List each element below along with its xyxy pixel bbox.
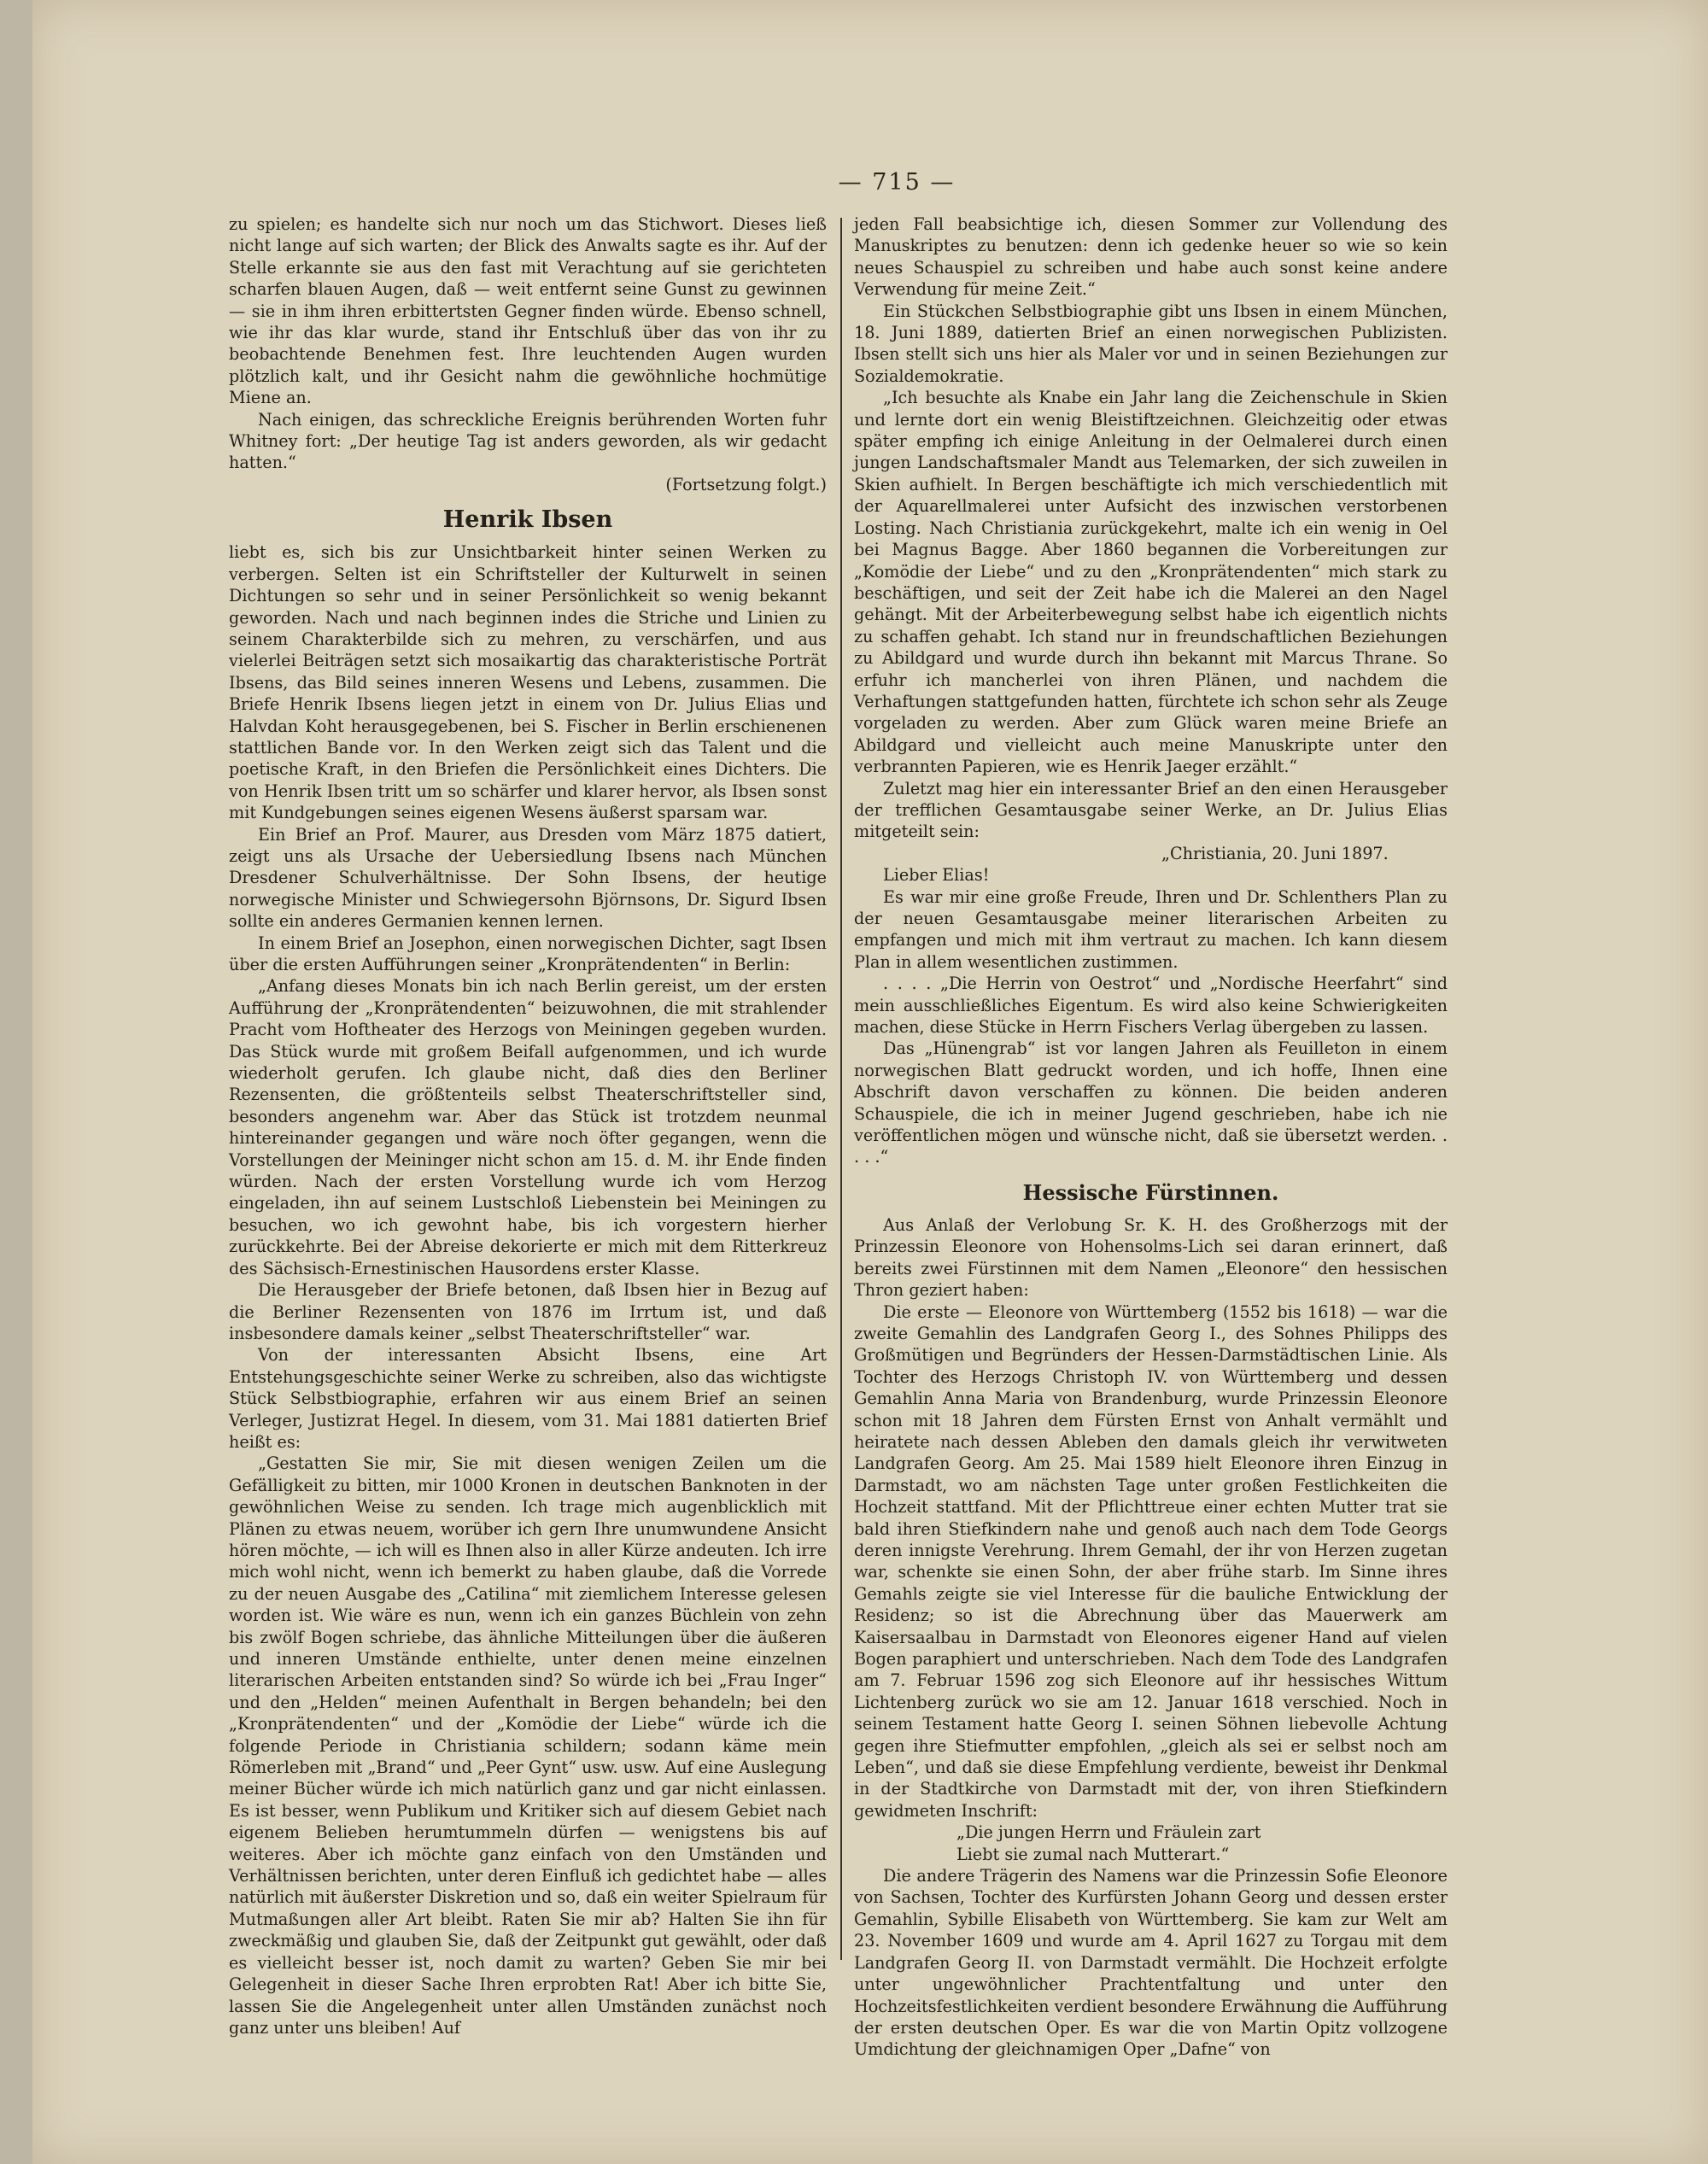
article-paragraph: Die Herausgeber der Briefe betonen, daß Ibsen hier in Bezug auf die Berliner Rezensenten von 1876 im Irrtum ist, und daß insbesondere damals keiner „selbst Theaterschriftsteller“ war.: [229, 1280, 827, 1343]
serial-continuation: zu spielen; es handelte sich nur noch um das Stichwort. Dieses ließ nicht lange auf sich warten; der Blick des Anwalts sagte es ihr. Auf der Stelle erkannte sie aus den fast mit Verachtung auf sie gerichteten scharfen blauen Augen, daß — weit entfernt seine Gunst zu gewinnen — sie in ihm ihren erbittertsten Gegner finden würde. Ebenso schnell, wie ihr das klar wurde, stand ihr Entschluß über das von ihr zu beobachtende Benehmen fest. Ihre leuchtenden Augen wurden plötzlich kalt, und ihr Gesicht nahm die gewöhnliche hochmütige Miene an.: [229, 214, 827, 408]
article-paragraph: Die erste — Eleonore von Württemberg (1552 bis 1618) — war die zweite Gemahlin des Landgrafen Georg I., des Sohnes Philipps des Großmütigen und Begründers der Hessen-Darmstädtischen Linie. Als Tochter des Herzogs Christoph IV. von Württemberg und dessen Gemahlin Anna Maria von Brandenburg, wurde Prinzessin Eleonore schon mit 18 Jahren dem Fürsten Ernst von Anhalt vermählt und heiratete nach dessen Ableben den damals gleich ihr verwitweten Landgrafen Georg. Am 25. Mai 1589 hielt Eleonore ihren Einzug in Darmstadt, wo am nächsten Tage unter großen Festlichkeiten die Hochzeit stattfand. Mit der Pflichttreue einer echten Mutter trat sie bald ihren Stiefkindern nahe und genoß auch nach dem Tode Georgs deren innigste Verehrung. Ihrem Gemahl, der ihr von Herzen zugetan war, schenkte sie einen Sohn, der aber frühe starb. Im Sinne ihres Gemahls zeigte sie viel Interesse für die bauliche Entwicklung der Residenz; so ist die Abrechnung über das Mauerwerk am Kaisersaalbau in Darmstadt von Eleonores eigener Hand auf vielen Bogen paraphiert und unterschrieben. Nach dem Tode des Landgrafen am 7. Februar 1596 zog sich Eleonore auf ihr hessisches Wittum Lichtenberg zurück wo sie am 12. Januar 1618 verschied. Noch in seinem Testament hatte Georg I. seinen Söhnen liebevolle Achtung gegen ihre Stiefmutter empfohlen, „gleich als sei er selbst noch am Leben“, und daß sie diese Empfehlung verdiente, beweist ihr Denkmal in der Stadtkirche von Darmstadt mit der, von ihren Stiefkindern gewidmeten Inschrift:: [854, 1301, 1448, 1821]
letter-salutation: Lieber Elias!: [883, 865, 990, 886]
article-paragraph: „Ich besuchte als Knabe ein Jahr lang die Zeichenschule in Skien und lernte dort ein wenig Bleistiftzeichnen. Gleichzeitig oder etwas später empfing ich einige Anleitung in der Oelmalerei durch einen jungen Landschaftsmaler Mandt aus Telemarken, der sich zuweilen in Skien aufhielt. In Bergen beschäftigte ich mich verschiedentlich mit der Aquarellmalerei unter Aufsicht des inzwischen verstorbenen Losting. Nach Christiania zurückgekehrt, malte ich ein wenig in Oel bei Magnus Bagge. Aber 1860 begannen die Vorbereitungen zur „Komödie der Liebe“ und zu den „Kronprätendenten“ mich stark zu beschäftigen, und seit der Zeit habe ich die Malerei an den Nagel gehängt. Mit der Arbeiterbewegung selbst habe ich eigentlich nichts zu schaffen gehabt. Ich stand nur in freundschaftlichen Beziehungen zu Abildgard und wurde durch ihn bekannt mit Marcus Thrane. So erfuhr ich mancherlei von ihren Plänen, und nachdem die Verhaftungen stattgefunden hatten, fürchtete ich schon sehr als Zeuge vorgeladen zu werden. Aber zum Glück waren meine Briefe an Abildgard und vielleicht auch meine Manuskripte unter den verbrannten Papieren, wie es Henrik Jaeger erzählt.“: [854, 388, 1448, 777]
column-divider: [840, 218, 842, 1960]
article-paragraph: Zuletzt mag hier ein interessanter Brief an den einen Herausgeber der trefflichen Gesamtausgabe seiner Werke, an Dr. Julius Elias mitgeteilt sein:: [854, 778, 1448, 842]
letter-paragraph: Es war mir eine große Freude, Ihren und Dr. Schlenthers Plan zu der neuen Gesamtausgabe meiner literarischen Arbeiten zu empfangen und mich mit ihm vertraut zu machen. Ich kann diesem Plan in allem wesentlichen zustimmen.: [854, 886, 1448, 972]
inscription-line: Liebt sie zumal nach Mutterart.“: [956, 1844, 1230, 1864]
article-title-ibsen: Henrik Ibsen: [442, 506, 613, 534]
page-number: — 715 —: [838, 169, 956, 196]
right-column: [854, 213, 1448, 2061]
letter-paragraph: . . . . „Die Herrin von Oestrot“ und „Nordische Heerfahrt“ sind mein ausschließliches Eigentum. Es wird also keine Schwierigkeiten machen, diese Stücke in Herrn Fischers Verlag übergeben zu lassen.: [854, 974, 1448, 1038]
letter-place-date: „Christiania, 20. Juni 1897.: [1161, 843, 1389, 863]
article-paragraph: „Anfang dieses Monats bin ich nach Berlin gereist, um der ersten Aufführung der „Kronprätendenten“ beizuwohnen, die mit strahlender Pracht vom Hoftheater des Herzogs von Meiningen gegeben wurden. Das Stück wurde mit großem Beifall aufgenommen, und ich wurde wiederholt gerufen. Ich glaube nicht, daß dies den Berliner Rezensenten, die größtenteils selbst Theaterschriftsteller sind, besonders angenehm war. Aber das Stück ist trotzdem neunmal hintereinander gegangen und wäre noch öfter gegangen, wenn die Vorstellungen der Meininger nicht schon am 15. d. M. ihr Ende finden würden. Nach der ersten Vorstellung wurde ich vom Herzog eingeladen, ihn auf seinem Lustschloß Liebenstein bei Meiningen zu besuchen, wo ich gewohnt habe, bis ich vorgestern hierher zurückkehrte. Bei der Abreise dekorierte er mich mit dem Ritterkreuz des Sächsisch-Ernestinischen Hausordens erster Klasse.: [229, 976, 827, 1278]
left-column: [229, 213, 827, 2038]
article-paragraph: Ein Stückchen Selbstbiographie gibt uns Ibsen in einem München, 18. Juni 1889, datierten Brief an einen norwegischen Publizisten. Ibsen stellt sich uns hier als Maler vor und in seinen Beziehungen zur Sozialdemokratie.: [854, 301, 1448, 386]
inscription-line: „Die jungen Herrn und Fräulein zart: [956, 1822, 1261, 1843]
article-paragraph: Von der interessanten Absicht Ibsens, eine Art Entstehungsgeschichte seiner Werke zu schreiben, also das wichtigste Stück Selbstbiographie, erfahren wir aus einem Brief an seinen Verleger, Justizrat Hegel. In diesem, vom 31. Mai 1881 datierten Brief heißt es:: [229, 1345, 827, 1452]
article-paragraph: liebt es, sich bis zur Unsichtbarkeit hinter seinen Werken zu verbergen. Selten ist ein Schriftsteller der Kulturwelt in seinen Dichtungen so sehr und in seiner Persönlichkeit so wenig bekannt geworden. Nach und nach beginnen indes die Striche und Linien zu seinem Charakterbilde sich zu mehren, zu verschärfen, und aus vielerlei Beiträgen setzt sich mosaikartig das charakteristische Porträt Ibsens, das Bild seines inneren Wesens und Lebens, zusammen. Die Briefe Henrik Ibsens liegen jetzt in einem von Dr. Julius Elias und Halvdan Koht herausgegebenen, bei S. Fischer in Berlin erschienenen stattlichen Bande vor. In den Werken zeigt sich das Talent und die poetische Kraft, in den Briefen die Persönlichkeit eines Dichters. Die von Henrik Ibsen tritt um so schärfer und klarer hervor, als Ibsen sonst mit Kundgebungen seines eigenen Wesens äußerst sparsam war.: [229, 542, 827, 823]
to-be-continued: (Fortsetzung folgt.): [665, 474, 827, 494]
article-title-hessische-fuerstinnen: Hessische Fürstinnen.: [1022, 1179, 1279, 1205]
article-paragraph: Die andere Trägerin des Namens war die Prinzessin Sofie Eleonore von Sachsen, Tochter des Kurfürsten Johann Georg und dessen erster Gemahlin, Sybille Elisabeth von Württemberg. Sie kam zur Welt am 23. November 1609 und wurde am 4. April 1627 zu Torgau mit dem Landgrafen Georg II. von Darmstadt vermählt. Die Hochzeit erfolgte unter ungewöhnlicher Prachtentfaltung und unter den Hochzeitsfestlichkeiten verdient besondere Erwähnung die Aufführung der ersten deutschen Oper. Es war die von Martin Opitz vollzogene Umdichtung der gleichnamigen Oper „Dafne“ von: [854, 1866, 1448, 2060]
article-paragraph: Ein Brief an Prof. Maurer, aus Dresden vom März 1875 datiert, zeigt uns als Ursache der Uebersiedlung Ibsens nach München Dresdener Schulverhältnisse. Der Sohn Ibsens, der heutige norwegische Minister und Schwiegersohn Björnsons, Dr. Sigurd Ibsen sollte ein anderes Germanien kennen lernen.: [229, 824, 827, 932]
article-paragraph: Aus Anlaß der Verlobung Sr. K. H. des Großherzogs mit der Prinzessin Eleonore von Hohensolms-Lich sei daran erinnert, daß bereits zwei Fürstinnen mit dem Namen „Eleonore“ den hessischen Thron geziert haben:: [854, 1214, 1448, 1301]
article-paragraph: In einem Brief an Josephon, einen norwegischen Dichter, sagt Ibsen über die ersten Aufführungen seiner „Kronprätendenten“ in Berlin:: [229, 933, 827, 974]
article-paragraph: „Gestatten Sie mir, Sie mit diesen wenigen Zeilen um die Gefälligkeit zu bitten, mir 1000 Kronen in deutschen Banknoten in der gewöhnlichen Weise zu senden. Ich trage mich augenblicklich mit Plänen zu etwas neuem, worüber ich gern Ihre unumwundene Ansicht hören möchte, — ich will es Ihnen also in aller Kürze andeuten. Ich irre mich wohl nicht, wenn ich bemerkt zu haben glaube, daß die Vorrede zu der neuen Ausgabe des „Catilina“ mit ziemlichem Interesse gelesen worden ist. Wie wäre es nun, wenn ich ein ganzes Büchlein von zehn bis zwölf Bogen schriebe, das ähnliche Mitteilungen über die äußeren und inneren Umstände enthielte, unter denen meine einzelnen literarischen Arbeiten entstanden sind? So würde ich bei „Frau Inger“ und den „Helden“ meinen Aufenthalt in Bergen behandeln; bei den „Kronprätendenten“ und der „Komödie der Liebe“ würde ich die folgende Periode in Christiania schildern; sodann käme mein Römerleben mit „Brand“ und „Peer Gynt“ usw. usw. Auf eine Auslegung meiner Bücher würde ich mich natürlich ganz und gar nicht einlassen. Es ist besser, wenn Publikum und Kritiker sich auf diesem Gebiet nach eigenem Belieben herumtummeln dürfen — wenigstens bis auf weiteres. Aber ich möchte ganz einfach von den Umständen und Verhältnissen berichten, unter deren Einfluß ich gedichtet habe — alles natürlich mit äußerster Diskretion und so, daß ein weiter Spielraum für Mutmaßungen aller Art bleibt. Raten Sie mir ab? Halten Sie ihn für zweckmäßig und glauben Sie, daß der Zeitpunkt gut gewählt, oder daß es vielleicht besser ist, noch damit zu warten? Geben Sie mir bei Gelegenheit in dieser Sache Ihren erprobten Rat! Aber ich bitte Sie, lassen Sie die Angelegenheit unter allen Umständen zunächst noch ganz unter uns bleiben! Auf: [229, 1453, 827, 2038]
letter-paragraph: Das „Hünengrab“ ist vor langen Jahren als Feuilleton in einem norwegischen Blatt gedruckt worden, und ich hoffe, Ihnen eine Abschrift davon verschaffen zu können. Die beiden anderen Schauspiele, die ich in meiner Jugend geschrieben, habe ich nie veröffentlichen mögen und wünsche nicht, daß sie übersetzt werden. . . . .“: [854, 1038, 1448, 1167]
article-paragraph: jeden Fall beabsichtige ich, diesen Sommer zur Vollendung des Manuskriptes zu benutzen: denn ich gedenke heuer so wie so kein neues Schauspiel zu schreiben und habe auch sonst keine andere Verwendung für meine Zeit.“: [854, 214, 1448, 300]
serial-paragraph: Nach einigen, das schreckliche Ereignis berührenden Worten fuhr Whitney fort: „Der heutige Tag ist anders geworden, als wir gedacht hatten.“: [229, 409, 827, 473]
